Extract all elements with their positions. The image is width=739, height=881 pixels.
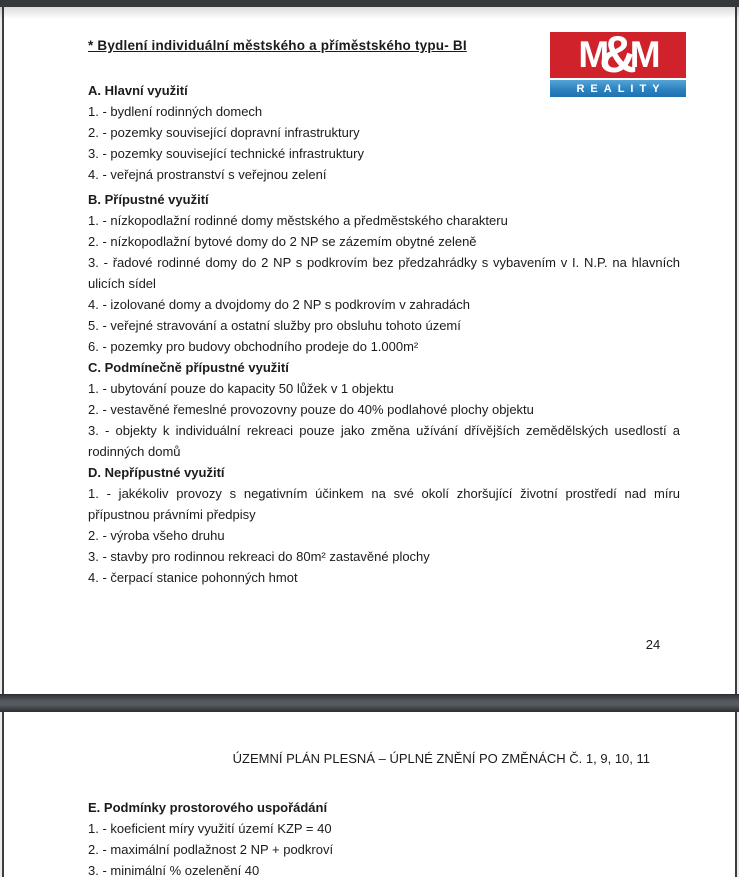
list-item: 3. - stavby pro rodinnou rekreaci do 80m² zastavěné plochy bbox=[88, 549, 430, 564]
list-item: 3. - objekty k individuální rekreaci pouze jako změna užívání dřívějších zemědělských usedlostí a rodinných domů bbox=[88, 423, 680, 459]
list-item: 2. - výroba všeho druhu bbox=[88, 528, 225, 543]
page-top-shadow bbox=[0, 7, 739, 19]
page2-document-header: ÚZEMNÍ PLÁN PLESNÁ – ÚPLNÉ ZNĚNÍ PO ZMĚNÁCH Č. 1, 9, 10, 11 bbox=[232, 751, 650, 766]
document-title: * Bydlení individuální městského a příměstského typu- BI bbox=[88, 38, 467, 53]
section-d-nepripustne-vyuziti bbox=[88, 462, 680, 588]
list-item: 1. - ubytování pouze do kapacity 50 lůžek v 1 objektu bbox=[88, 381, 394, 396]
list-item: 3. - minimální % ozelenění 40 bbox=[88, 863, 260, 878]
list-item: 6. - pozemky pro budovy obchodního prodeje do 1.000m² bbox=[88, 339, 419, 354]
list-item: 1. - jakékoliv provozy s negativním účinkem na své okolí zhoršující životní prostředí nad míru přípustnou právními předpisy bbox=[88, 486, 680, 522]
list-item: 2. - vestavěné řemeslné provozovny pouze do 40% podlahové plochy objektu bbox=[88, 402, 534, 417]
section-heading: C. Podmínečně přípustné využití bbox=[88, 360, 289, 375]
list-item: 1. - bydlení rodinných domech bbox=[88, 104, 263, 119]
logo-letter-m-right: M bbox=[629, 34, 658, 75]
list-item: 2. - pozemky související dopravní infrastruktury bbox=[88, 125, 360, 140]
viewer-top-bar bbox=[0, 0, 739, 7]
page-separator-bar bbox=[0, 694, 739, 712]
section-heading: B. Přípustné využití bbox=[88, 192, 209, 207]
section-heading: A. Hlavní využití bbox=[88, 83, 188, 98]
section-heading: D. Nepřípustné využití bbox=[88, 465, 225, 480]
section-b-pripustne-vyuziti bbox=[88, 189, 680, 357]
list-item: 1. - koeficient míry využití území KZP = 40 bbox=[88, 821, 332, 836]
list-item: 5. - veřejné stravování a ostatní služby pro obsluhu tohoto území bbox=[88, 318, 461, 333]
page-number: 24 bbox=[645, 637, 661, 652]
list-item: 2. - maximální podlažnost 2 NP + podkroví bbox=[88, 842, 334, 857]
section-heading: E. Podmínky prostorového uspořádání bbox=[88, 800, 328, 815]
list-item: 4. - veřejná prostranství s veřejnou zelení bbox=[88, 167, 327, 182]
logo-letter-m-left: M bbox=[578, 34, 607, 75]
list-item: 2. - nízkopodlažní bytové domy do 2 NP se zázemím obytné zeleně bbox=[88, 234, 477, 249]
section-e-podminky-prostoroveho-usporadani bbox=[88, 797, 680, 881]
list-item: 4. - čerpací stanice pohonných hmot bbox=[88, 570, 298, 585]
logo-ampersand: & bbox=[599, 32, 637, 78]
section-c-podminecne-pripustne-vyuziti bbox=[88, 357, 680, 462]
list-item: 3. - řadové rodinné domy do 2 NP s podkrovím bez předzahrádky s vybavením v I. N.P. na hlavních ulicích sídel bbox=[88, 255, 680, 291]
mm-reality-logo bbox=[550, 32, 686, 97]
list-item: 3. - pozemky související technické infrastruktury bbox=[88, 146, 364, 161]
logo-reality-banner: REALITY bbox=[550, 80, 686, 97]
list-item: 4. - izolované domy a dvojdomy do 2 NP s podkrovím v zahradách bbox=[88, 297, 471, 312]
page-left-border bbox=[2, 7, 4, 877]
list-item: 1. - nízkopodlažní rodinné domy městského a předměstského charakteru bbox=[88, 213, 508, 228]
mm-logo-mark bbox=[550, 32, 686, 78]
